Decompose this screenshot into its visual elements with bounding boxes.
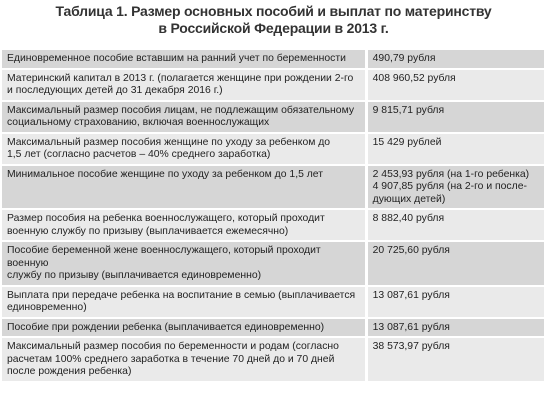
row-amount	[368, 134, 544, 166]
row-amount	[368, 287, 544, 319]
text-line: Максимальный размер пособия лицам, не подлежащим обязательному	[7, 104, 355, 116]
table-row	[2, 338, 544, 383]
table-title-line-2: в Российской Федерации в 2013 г.	[158, 20, 389, 36]
text-line: Максимальный размер пособия по беременности и родам (согласно	[7, 341, 339, 352]
text-line: Пособие при рождении ребенка (выплачивается единовременно)	[7, 321, 325, 333]
table-row	[2, 210, 544, 242]
text-line: Материнский капитал в 2013 г. (полагается женщине при рождении 2-го	[7, 72, 354, 84]
row-amount	[368, 319, 544, 339]
text-line: социальному страхованию, включая военнослужащих	[7, 117, 270, 128]
table-row	[2, 134, 544, 166]
text-line: службу по призыву (выплачивается единовременно)	[7, 270, 262, 281]
text-line: 13 087,61 рубля	[372, 321, 450, 333]
table-row	[2, 319, 544, 339]
text-line: расчетам 100% среднего заработка в течение 70 дней до и 70 дней	[7, 353, 335, 365]
row-amount	[368, 338, 544, 383]
text-line: 20 725,60 рубля	[372, 245, 450, 256]
table-row	[2, 242, 544, 287]
row-amount	[368, 102, 544, 134]
row-amount	[368, 166, 544, 211]
row-description	[2, 319, 368, 339]
text-line: 15 429 рублей	[372, 136, 442, 148]
table-row	[2, 102, 544, 134]
row-description	[2, 102, 368, 134]
row-description	[2, 287, 368, 319]
row-description	[2, 210, 368, 242]
text-line: 490,79 рубля	[372, 53, 436, 64]
table-title-line-1: Таблица 1. Размер основных пособий и выплат по материнству	[55, 3, 492, 19]
row-amount	[368, 242, 544, 287]
text-line: 4 907,85 рубля (на 2-го и после-	[372, 181, 527, 192]
text-line: 2 453,93 рубля (на 1-го ребенка)	[372, 168, 530, 180]
table-row	[2, 287, 544, 319]
text-line: 1,5 лет (согласно расчетов – 40% среднего заработка)	[7, 149, 271, 160]
text-line: 13 087,61 рубля	[372, 289, 450, 301]
text-line: Минимальное пособие женщине по уходу за ребенком до 1,5 лет	[7, 168, 323, 180]
text-line: военную службу по призыву (выплачивается ежемесячно)	[7, 225, 289, 237]
row-description	[2, 242, 368, 287]
table-row	[2, 70, 544, 102]
row-description	[2, 166, 368, 211]
row-description	[2, 338, 368, 383]
text-line: Размер пособия на ребенка военнослужащего, который проходит	[7, 213, 325, 224]
table-title	[0, 0, 547, 37]
table-row	[2, 50, 544, 70]
text-line: и последующих детей до 31 декабря 2016 г.)	[7, 85, 223, 96]
text-line: 408 960,52 рубля	[372, 72, 456, 84]
text-line: 9 815,71 рубля	[372, 104, 445, 116]
text-line: 8 882,40 рубля	[372, 213, 445, 224]
text-line: единовременно)	[7, 302, 87, 313]
row-description	[2, 50, 368, 70]
text-line: Выплата при передаче ребенка на воспитание в семью (выплачивается	[7, 289, 356, 301]
row-description	[2, 70, 368, 102]
text-line: Максимальный размер пособия женщине по уходу за ребенком до	[7, 136, 331, 148]
text-line: Пособие беременной жене военнослужащего, который проходит военную	[7, 245, 321, 269]
row-amount	[368, 210, 544, 242]
text-line: 38 573,97 рубля	[372, 341, 450, 352]
text-line: дующих детей)	[372, 193, 446, 205]
row-amount	[368, 70, 544, 102]
text-line: после рождения ребенка)	[7, 366, 132, 377]
row-amount	[368, 50, 544, 70]
table-row	[2, 166, 544, 211]
row-description	[2, 134, 368, 166]
benefits-table	[2, 50, 544, 383]
text-line: Единовременное пособие вставшим на ранний учет по беременности	[7, 53, 346, 64]
